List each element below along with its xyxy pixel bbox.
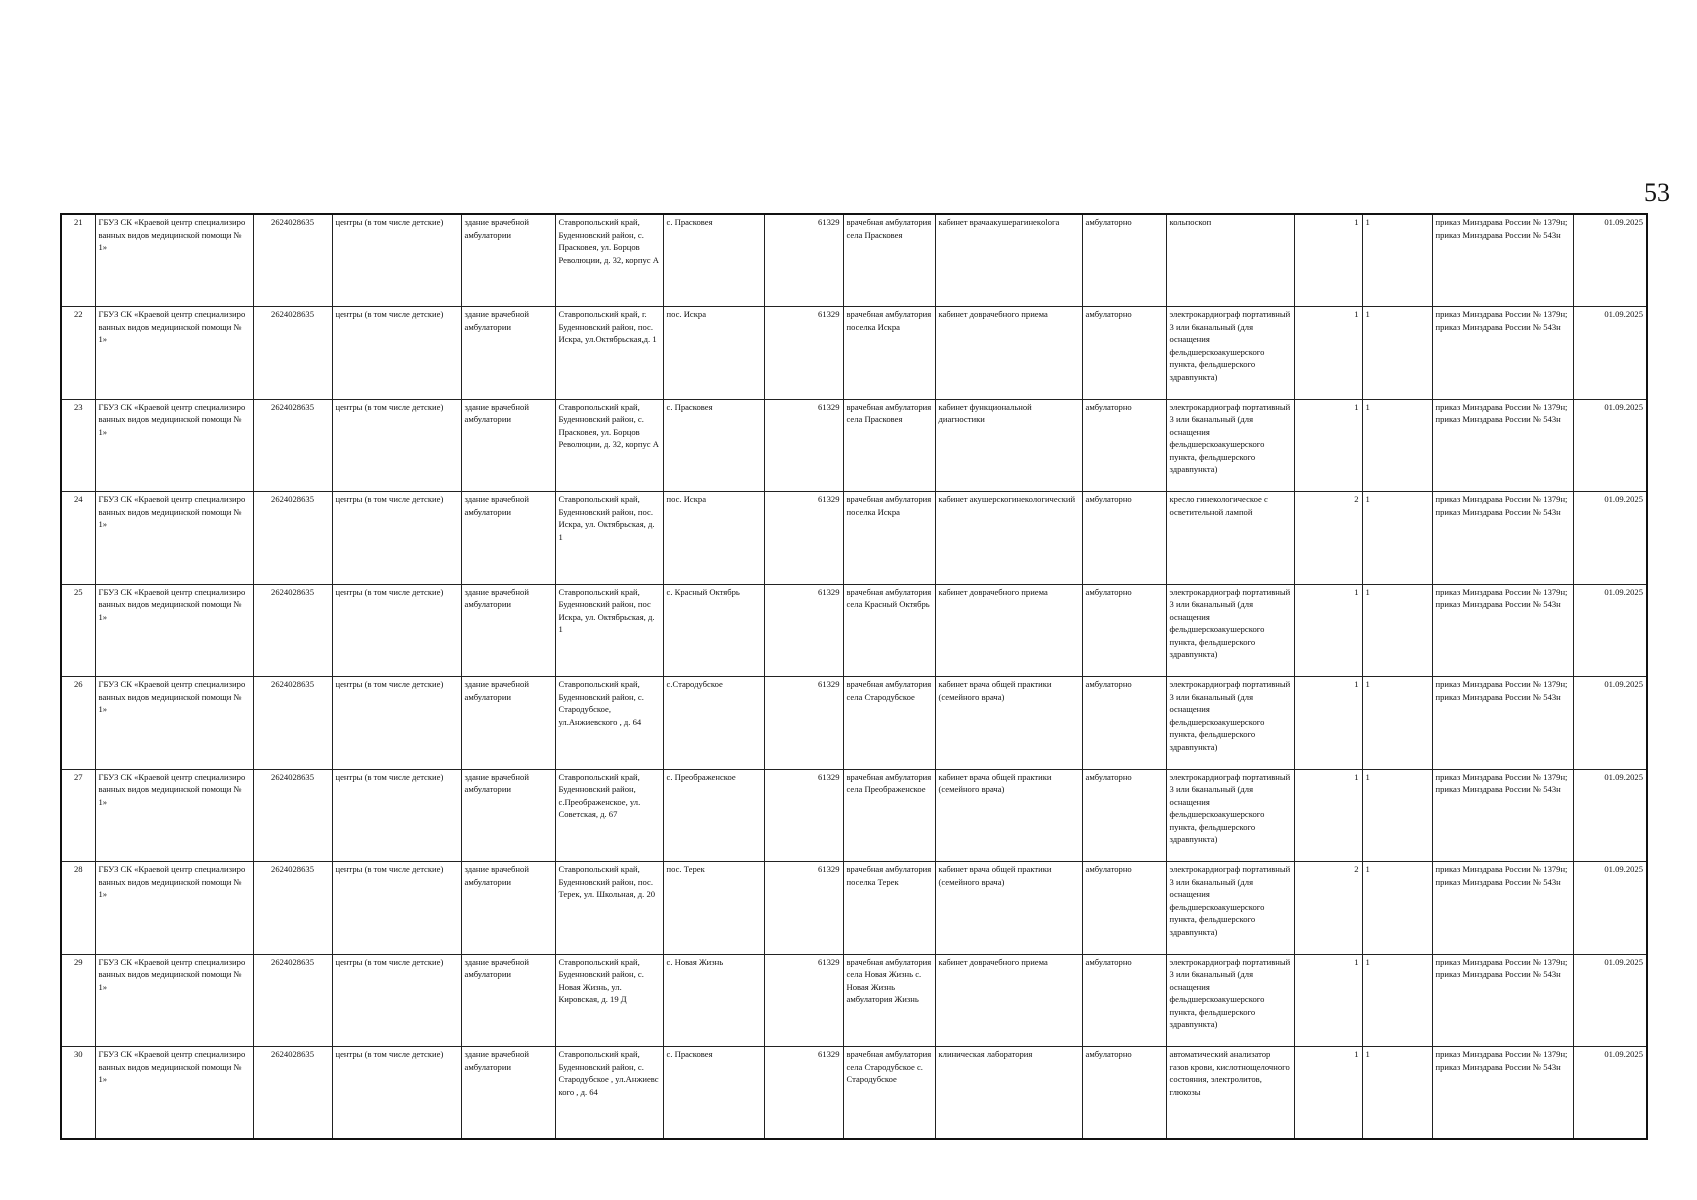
oktmo-code-cell: 61329 [764, 1047, 843, 1140]
organization-name-cell: ГБУЗ СК «Краевой центр специализиро ванных видов медицинской помощи № 1» [95, 1047, 253, 1140]
legal-basis-cell: приказ Минздрава России № 1379н; приказ Минздрава России № 543н [1432, 214, 1573, 307]
care-mode-cell: амбулаторно [1082, 584, 1166, 677]
row-number-cell: 30 [61, 1047, 95, 1140]
quantity-available-cell: 1 [1362, 584, 1432, 677]
legal-basis-cell: приказ Минздрава России № 1379н; приказ Минздрава России № 543н [1432, 862, 1573, 955]
building-type-cell: здание врачебной амбулатории [461, 1047, 555, 1140]
room-name-cell: кабинет врачаакушерагинекolога [935, 214, 1082, 307]
unit-name-cell: врачебная амбулатория села Прасковея [843, 214, 935, 307]
equipment-name-cell: электрокардиограф портативный 3 или 6канальный (для оснащения фельдшерскоакушерского пункта, фельдшерского здравпункта) [1166, 954, 1294, 1047]
row-number-cell: 22 [61, 307, 95, 400]
room-name-cell: кабинет доврачебного приема [935, 954, 1082, 1047]
organization-type-cell: центры (в том числе детские) [332, 677, 461, 770]
organization-name-cell: ГБУЗ СК «Краевой центр специализиро ванных видов медицинской помощи № 1» [95, 492, 253, 585]
unit-name-cell: врачебная амбулатория села Красный Октябрь [843, 584, 935, 677]
organization-type-cell: центры (в том числе детские) [332, 862, 461, 955]
organization-type-cell: центры (в том числе детские) [332, 214, 461, 307]
inn-code-cell: 2624028635 [253, 862, 332, 955]
row-number-cell: 29 [61, 954, 95, 1047]
due-date-cell: 01.09.2025 [1573, 954, 1647, 1047]
care-mode-cell: амбулаторно [1082, 307, 1166, 400]
building-type-cell: здание врачебной амбулатории [461, 954, 555, 1047]
care-mode-cell: амбулаторно [1082, 954, 1166, 1047]
quantity-required-cell: 1 [1294, 307, 1362, 400]
inn-code-cell: 2624028635 [253, 954, 332, 1047]
equipment-name-cell: электрокардиограф портативный 3 или 6канальный (для оснащения фельдшерскоакушерского пункта, фельдшерского здравпункта) [1166, 399, 1294, 492]
quantity-available-cell: 1 [1362, 677, 1432, 770]
due-date-cell: 01.09.2025 [1573, 584, 1647, 677]
care-mode-cell: амбулаторно [1082, 677, 1166, 770]
due-date-cell: 01.09.2025 [1573, 214, 1647, 307]
row-number-cell: 28 [61, 862, 95, 955]
page-number: 53 [1644, 178, 1670, 207]
building-type-cell: здание врачебной амбулатории [461, 769, 555, 862]
locality-cell: пос. Терек [663, 862, 764, 955]
inn-code-cell: 2624028635 [253, 584, 332, 677]
building-type-cell: здание врачебной амбулатории [461, 862, 555, 955]
quantity-available-cell: 1 [1362, 399, 1432, 492]
equipment-name-cell: электрокардиограф портативный 3 или 6канальный (для оснащения фельдшерскоакушерского пункта, фельдшерского здравпункта) [1166, 769, 1294, 862]
quantity-available-cell: 1 [1362, 769, 1432, 862]
locality-cell: с.Стародубское [663, 677, 764, 770]
equipment-name-cell: электрокардиограф портативный 3 или 6канальный (для оснащения фельдшерскоакушерского пункта, фельдшерского здравпункта) [1166, 862, 1294, 955]
oktmo-code-cell: 61329 [764, 214, 843, 307]
room-name-cell: кабинет акушерскогинекологический [935, 492, 1082, 585]
address-cell: Ставропольский край, Буденновский район, пос. Искра, ул. Октябрьская, д. 1 [555, 492, 663, 585]
unit-name-cell: врачебная амбулатория села Стародубское с. Стародубское [843, 1047, 935, 1140]
care-mode-cell: амбулаторно [1082, 1047, 1166, 1140]
quantity-available-cell: 1 [1362, 1047, 1432, 1140]
quantity-required-cell: 1 [1294, 399, 1362, 492]
organization-type-cell: центры (в том числе детские) [332, 1047, 461, 1140]
quantity-required-cell: 1 [1294, 1047, 1362, 1140]
organization-name-cell: ГБУЗ СК «Краевой центр специализиро ванных видов медицинской помощи № 1» [95, 954, 253, 1047]
address-cell: Ставропольский край, Буденновский район, с. Стародубское , ул.Анжиевс кого , д. 64 [555, 1047, 663, 1140]
inn-code-cell: 2624028635 [253, 492, 332, 585]
room-name-cell: кабинет врача общей практики (семейного врача) [935, 862, 1082, 955]
care-mode-cell: амбулаторно [1082, 769, 1166, 862]
organization-name-cell: ГБУЗ СК «Краевой центр специализиро ванных видов медицинской помощи № 1» [95, 862, 253, 955]
building-type-cell: здание врачебной амбулатории [461, 307, 555, 400]
oktmo-code-cell: 61329 [764, 677, 843, 770]
row-number-cell: 26 [61, 677, 95, 770]
table-row [61, 399, 1647, 492]
unit-name-cell: врачебная амбулатория села Новая Жизнь с. Новая Жизнь амбулатория Жизнь [843, 954, 935, 1047]
unit-name-cell: врачебная амбулатория села Преображенское [843, 769, 935, 862]
table-row [61, 307, 1647, 400]
quantity-required-cell: 1 [1294, 769, 1362, 862]
oktmo-code-cell: 61329 [764, 954, 843, 1047]
organization-type-cell: центры (в том числе детские) [332, 584, 461, 677]
inn-code-cell: 2624028635 [253, 1047, 332, 1140]
equipment-name-cell: автоматический анализатор газов крови, кислотнощелочного состояния, электролитов, глюкозы [1166, 1047, 1294, 1140]
equipment-name-cell: кольпоскоп [1166, 214, 1294, 307]
address-cell: Ставропольский край, Буденновский район, с. Прасковея, ул. Борцов Революции, д. 32, корпус А [555, 214, 663, 307]
building-type-cell: здание врачебной амбулатории [461, 492, 555, 585]
organization-name-cell: ГБУЗ СК «Краевой центр специализиро ванных видов медицинской помощи № 1» [95, 769, 253, 862]
building-type-cell: здание врачебной амбулатории [461, 214, 555, 307]
organization-name-cell: ГБУЗ СК «Краевой центр специализиро ванных видов медицинской помощи № 1» [95, 399, 253, 492]
care-mode-cell: амбулаторно [1082, 214, 1166, 307]
table-row [61, 862, 1647, 955]
locality-cell: пос. Искра [663, 307, 764, 400]
organization-type-cell: центры (в том числе детские) [332, 954, 461, 1047]
legal-basis-cell: приказ Минздрава России № 1379н; приказ Минздрава России № 543н [1432, 492, 1573, 585]
locality-cell: с. Новая Жизнь [663, 954, 764, 1047]
row-number-cell: 24 [61, 492, 95, 585]
table-row [61, 677, 1647, 770]
oktmo-code-cell: 61329 [764, 584, 843, 677]
organization-type-cell: центры (в том числе детские) [332, 399, 461, 492]
table-row [61, 584, 1647, 677]
locality-cell: пос. Искра [663, 492, 764, 585]
inn-code-cell: 2624028635 [253, 399, 332, 492]
quantity-available-cell: 1 [1362, 307, 1432, 400]
equipment-register-table [60, 213, 1648, 1140]
row-number-cell: 27 [61, 769, 95, 862]
quantity-required-cell: 1 [1294, 584, 1362, 677]
quantity-required-cell: 1 [1294, 677, 1362, 770]
legal-basis-cell: приказ Минздрава России № 1379н; приказ Минздрава России № 543н [1432, 677, 1573, 770]
due-date-cell: 01.09.2025 [1573, 1047, 1647, 1140]
oktmo-code-cell: 61329 [764, 399, 843, 492]
legal-basis-cell: приказ Минздрава России № 1379н; приказ Минздрава России № 543н [1432, 954, 1573, 1047]
oktmo-code-cell: 61329 [764, 862, 843, 955]
row-number-cell: 25 [61, 584, 95, 677]
care-mode-cell: амбулаторно [1082, 492, 1166, 585]
address-cell: Ставропольский край, Буденновский район, пос. Терек, ул. Школьная, д. 20 [555, 862, 663, 955]
equipment-name-cell: электрокардиограф портативный 3 или 6канальный (для оснащения фельдшерскоакушерского пункта, фельдшерского здравпункта) [1166, 307, 1294, 400]
organization-type-cell: центры (в том числе детские) [332, 492, 461, 585]
address-cell: Ставропольский край, Буденновский район, пос Искра, ул. Октябрьская, д. 1 [555, 584, 663, 677]
organization-name-cell: ГБУЗ СК «Краевой центр специализиро ванных видов медицинской помощи № 1» [95, 307, 253, 400]
locality-cell: с. Прасковея [663, 1047, 764, 1140]
locality-cell: с. Преображенское [663, 769, 764, 862]
quantity-available-cell: 1 [1362, 862, 1432, 955]
care-mode-cell: амбулаторно [1082, 399, 1166, 492]
equipment-name-cell: электрокардиограф портативный 3 или 6канальный (для оснащения фельдшерскоакушерского пункта, фельдшерского здравпункта) [1166, 677, 1294, 770]
equipment-name-cell: электрокардиограф портативный 3 или 6канальный (для оснащения фельдшерскоакушерского пункта, фельдшерского здравпункта) [1166, 584, 1294, 677]
building-type-cell: здание врачебной амбулатории [461, 584, 555, 677]
address-cell: Ставропольский край, Буденновский район, с. Стародубское, ул.Анжиевского , д. 64 [555, 677, 663, 770]
address-cell: Ставропольский край, г. Буденновский район, пос. Искра, ул.Октябрьская,д. 1 [555, 307, 663, 400]
legal-basis-cell: приказ Минздрава России № 1379н; приказ Минздрава России № 543н [1432, 769, 1573, 862]
table-row [61, 1047, 1647, 1140]
quantity-required-cell: 1 [1294, 954, 1362, 1047]
building-type-cell: здание врачебной амбулатории [461, 677, 555, 770]
due-date-cell: 01.09.2025 [1573, 399, 1647, 492]
row-number-cell: 23 [61, 399, 95, 492]
quantity-required-cell: 2 [1294, 492, 1362, 585]
room-name-cell: клиническая лаборатория [935, 1047, 1082, 1140]
unit-name-cell: врачебная амбулатория села Прасковея [843, 399, 935, 492]
room-name-cell: кабинет доврачебного приема [935, 584, 1082, 677]
unit-name-cell: врачебная амбулатория поселка Искра [843, 307, 935, 400]
legal-basis-cell: приказ Минздрава России № 1379н; приказ Минздрава России № 543н [1432, 399, 1573, 492]
equipment-name-cell: кресло гинекологическое с осветительной лампой [1166, 492, 1294, 585]
organization-type-cell: центры (в том числе детские) [332, 769, 461, 862]
table-row [61, 769, 1647, 862]
locality-cell: с. Красный Октябрь [663, 584, 764, 677]
unit-name-cell: врачебная амбулатория села Стародубское [843, 677, 935, 770]
locality-cell: с. Прасковея [663, 214, 764, 307]
inn-code-cell: 2624028635 [253, 307, 332, 400]
due-date-cell: 01.09.2025 [1573, 492, 1647, 585]
legal-basis-cell: приказ Минздрава России № 1379н; приказ Минздрава России № 543н [1432, 307, 1573, 400]
quantity-required-cell: 2 [1294, 862, 1362, 955]
quantity-available-cell: 1 [1362, 214, 1432, 307]
inn-code-cell: 2624028635 [253, 677, 332, 770]
quantity-required-cell: 1 [1294, 214, 1362, 307]
oktmo-code-cell: 61329 [764, 769, 843, 862]
table-row [61, 492, 1647, 585]
organization-name-cell: ГБУЗ СК «Краевой центр специализиро ванных видов медицинской помощи № 1» [95, 584, 253, 677]
table-row [61, 214, 1647, 307]
quantity-available-cell: 1 [1362, 954, 1432, 1047]
legal-basis-cell: приказ Минздрава России № 1379н; приказ Минздрава России № 543н [1432, 1047, 1573, 1140]
address-cell: Ставропольский край, Буденновский район, с. Новая Жизнь, ул. Кировская, д. 19 Д [555, 954, 663, 1047]
due-date-cell: 01.09.2025 [1573, 769, 1647, 862]
room-name-cell: кабинет функциональной диагностики [935, 399, 1082, 492]
legal-basis-cell: приказ Минздрава России № 1379н; приказ Минздрава России № 543н [1432, 584, 1573, 677]
row-number-cell: 21 [61, 214, 95, 307]
care-mode-cell: амбулаторно [1082, 862, 1166, 955]
oktmo-code-cell: 61329 [764, 492, 843, 585]
table-row [61, 954, 1647, 1047]
inn-code-cell: 2624028635 [253, 769, 332, 862]
due-date-cell: 01.09.2025 [1573, 862, 1647, 955]
room-name-cell: кабинет врача общей практики (семейного врача) [935, 677, 1082, 770]
organization-name-cell: ГБУЗ СК «Краевой центр специализиро ванных видов медицинской помощи № 1» [95, 214, 253, 307]
room-name-cell: кабинет врача общей практики (семейного врача) [935, 769, 1082, 862]
due-date-cell: 01.09.2025 [1573, 677, 1647, 770]
address-cell: Ставропольский край, Буденновский район, с. Прасковея, ул. Борцов Революции, д. 32, корпус А [555, 399, 663, 492]
due-date-cell: 01.09.2025 [1573, 307, 1647, 400]
inn-code-cell: 2624028635 [253, 214, 332, 307]
locality-cell: с. Прасковея [663, 399, 764, 492]
address-cell: Ставропольский край, Буденновский район, с.Преображенское, ул. Советская, д. 67 [555, 769, 663, 862]
unit-name-cell: врачебная амбулатория поселка Терек [843, 862, 935, 955]
building-type-cell: здание врачебной амбулатории [461, 399, 555, 492]
organization-type-cell: центры (в том числе детские) [332, 307, 461, 400]
room-name-cell: кабинет доврачебного приема [935, 307, 1082, 400]
organization-name-cell: ГБУЗ СК «Краевой центр специализиро ванных видов медицинской помощи № 1» [95, 677, 253, 770]
oktmo-code-cell: 61329 [764, 307, 843, 400]
unit-name-cell: врачебная амбулатория поселка Искра [843, 492, 935, 585]
quantity-available-cell: 1 [1362, 492, 1432, 585]
